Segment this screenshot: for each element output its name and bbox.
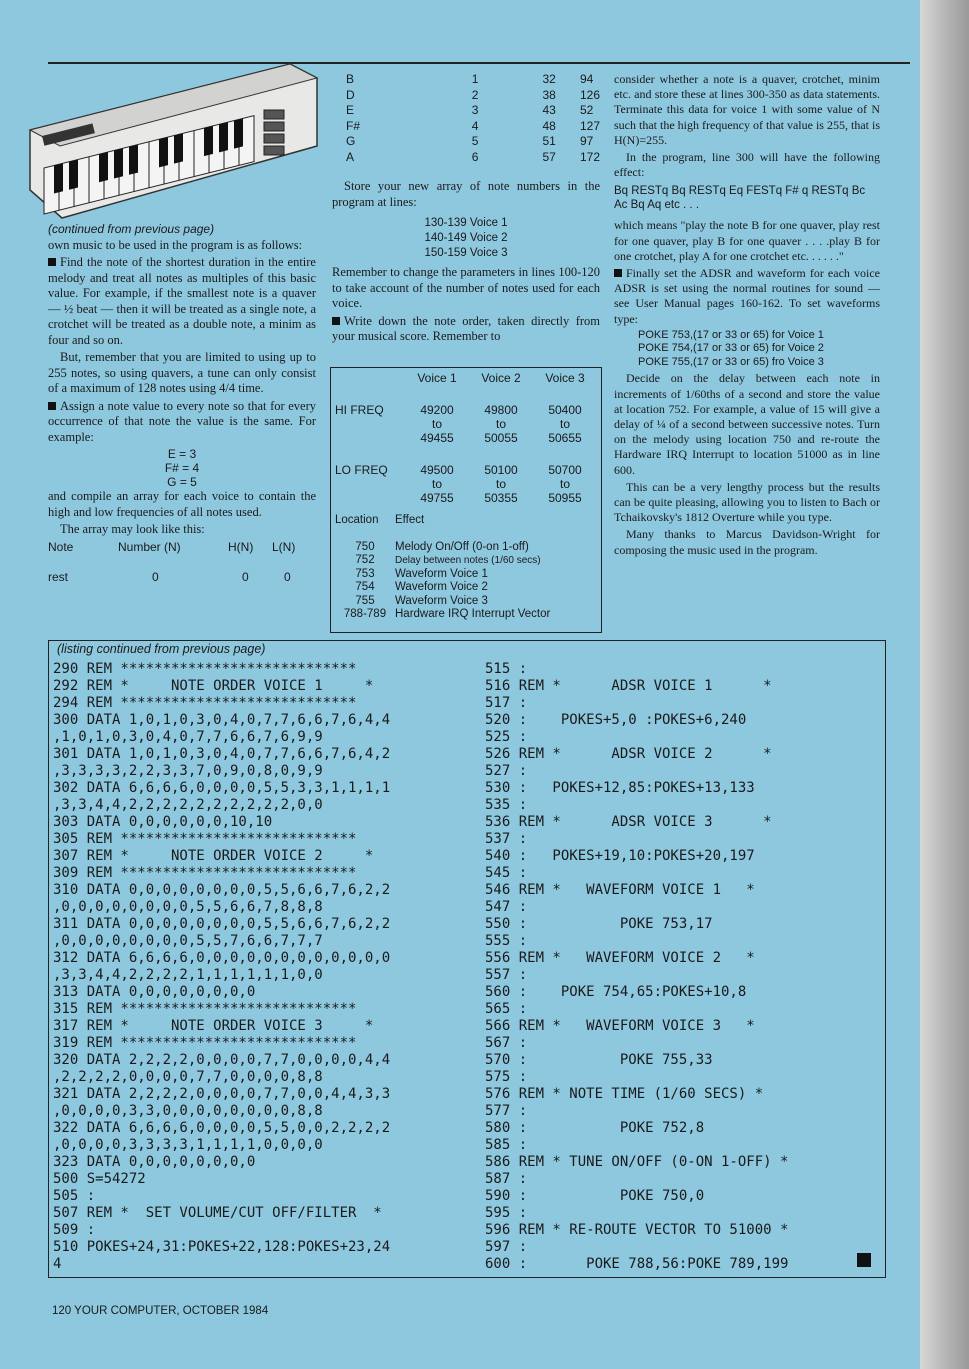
table-cell: 50655 (548, 431, 582, 445)
table-cell: 50700 (548, 463, 582, 477)
paragraph: This can be a very lengthy process but the results can be quite pleasing, allowing you to listen to Bach or Tchaikovsky's 1812 Overture while you type. (614, 479, 880, 525)
table-cell: 48 (542, 118, 556, 133)
paragraph: Find the note of the shortest duration in the entire melody and treat all notes as multiples of this basic value. For example, if the smallest note is a quaver — ½ beat — then it will be treated as a single note, a crotchet will be treated as a double note, a minim as four and so on. (48, 255, 316, 347)
code-line: 320 DATA 2,2,2,2,0,0,0,0,7,7,0,0,0,0,4,4 (53, 1052, 391, 1068)
table-cell: to (495, 477, 506, 491)
code-line: 557 : (485, 967, 528, 983)
code-line: 510 POKES+24,31:POKES+22,128:POKES+23,24 (53, 1239, 391, 1255)
table-cell: Hardware IRQ Interrupt Vector (395, 608, 551, 621)
table-cell: 0 (284, 569, 291, 584)
example-value: G = 5 (167, 475, 197, 489)
table-row (335, 403, 597, 417)
code-line: 596 REM * RE-ROUTE VECTOR TO 51000 * (485, 1222, 789, 1238)
table-cell: 6 (471, 149, 479, 164)
code-line: 303 DATA 0,0,0,0,0,0,10,10 (53, 814, 273, 830)
listing-right-column (485, 661, 788, 1273)
voice-line: 140-149 Voice 2 (424, 232, 508, 244)
code-line: 507 REM * SET VOLUME/CUT OFF/FILTER * (53, 1205, 382, 1221)
table-row (332, 150, 600, 166)
table-cell: to (495, 417, 506, 431)
code-line: 311 DATA 0,0,0,0,0,0,0,0,5,5,6,6,7,6,2,2 (53, 916, 391, 932)
table-row (335, 608, 597, 622)
table-row (335, 431, 597, 445)
table-header: Location (335, 513, 379, 526)
bullet-icon (48, 258, 56, 266)
poke-line: POKE 753,(17 or 33 or 65) for Voice 1 (638, 328, 824, 341)
note-array-table (48, 540, 316, 586)
table-cell: Melody On/Off (0-on 1-off) (395, 540, 529, 553)
table-row (332, 119, 600, 135)
table-cell: 49800 (484, 403, 518, 417)
frequency-table (335, 371, 597, 505)
code-line: 305 REM **************************** (53, 831, 357, 847)
bullet-icon (614, 269, 622, 277)
note-array-continued (332, 72, 600, 165)
program-listing (48, 640, 886, 1278)
code-line: 300 DATA 1,0,1,0,3,0,4,0,7,7,6,6,7,6,4,4 (53, 712, 391, 728)
code-line: 525 : (485, 729, 528, 745)
lo-freq-label: LO FREQ (335, 463, 388, 477)
left-column (48, 222, 316, 585)
table-row (335, 491, 597, 505)
table-cell: 750 (355, 540, 375, 553)
table-row (332, 88, 600, 104)
table-cell: F# (346, 118, 361, 133)
table-row (335, 554, 597, 568)
bullet-icon (332, 317, 340, 325)
table-cell: 97 (579, 134, 594, 148)
hi-freq-label: HI FREQ (335, 403, 384, 417)
table-cell: 38 (542, 87, 556, 102)
code-line: ,3,3,4,4,2,2,2,2,1,1,1,1,1,1,0,0 (53, 967, 323, 983)
table-cell: 50100 (484, 463, 518, 477)
code-line: 292 REM * NOTE ORDER VOICE 1 * (53, 678, 374, 694)
code-line: 547 : (485, 899, 528, 915)
table-header: Note (48, 539, 74, 554)
code-line: 527 : (485, 763, 528, 779)
table-cell: 52 (579, 103, 594, 117)
code-line: 560 : POKE 754,65:POKES+10,8 (485, 984, 747, 1000)
table-cell: 172 (579, 149, 600, 164)
register-table-box (330, 367, 602, 633)
code-line: 321 DATA 2,2,2,2,0,0,0,0,7,7,0,0,4,4,3,3 (53, 1086, 391, 1102)
table-cell: G (346, 134, 356, 148)
middle-column (332, 72, 600, 347)
code-line: ,2,2,2,2,0,0,0,0,7,7,0,0,0,0,8,8 (53, 1069, 323, 1085)
code-line: 535 : (485, 797, 528, 813)
code-line: 586 REM * TUNE ON/OFF (0-ON 1-OFF) * (485, 1154, 789, 1170)
code-line: 550 : POKE 753,17 (485, 916, 713, 932)
code-line: 556 REM * WAVEFORM VOICE 2 * (485, 950, 755, 966)
code-line: 540 : POKES+19,10:POKES+20,197 (485, 848, 755, 864)
code-line: 516 REM * ADSR VOICE 1 * (485, 678, 772, 694)
code-line: ,3,3,4,4,2,2,2,2,2,2,2,2,2,2,0,0 (53, 797, 323, 813)
table-row (332, 134, 600, 150)
table-cell: to (431, 477, 442, 491)
code-line: 537 : (485, 831, 528, 847)
table-cell: to (431, 417, 442, 431)
table-row (335, 567, 597, 581)
code-line: 597 : (485, 1239, 528, 1255)
code-line: ,0,0,0,0,0,0,0,0,5,5,7,6,6,7,7,7 (53, 933, 323, 949)
table-cell: 126 (579, 87, 600, 102)
code-line: 520 : POKES+5,0 :POKES+6,240 (485, 712, 747, 728)
table-cell: 50355 (484, 491, 518, 505)
table-cell: rest (48, 569, 69, 584)
poke-line: POKE 754,(17 or 33 or 65) for Voice 2 (638, 342, 824, 355)
table-cell: 50055 (484, 431, 518, 445)
right-column (614, 72, 880, 560)
code-line: 515 : (485, 661, 528, 677)
paragraph: Assign a note value to every note so that for every occurrence of that note the value is the same. For example: (48, 398, 316, 444)
table-cell: 752 (355, 554, 375, 567)
table-cell: 49755 (420, 491, 454, 505)
continued-label: (continued from previous page) (48, 222, 215, 236)
table-cell: 50955 (548, 491, 582, 505)
paragraph: Write down the note order, taken directly from your musical score. Remember to (332, 313, 600, 343)
table-header-row (335, 513, 597, 527)
code-line: 526 REM * ADSR VOICE 2 * (485, 746, 772, 762)
table-header: H(N) (228, 539, 254, 554)
paragraph: Finally set the ADSR and waveform for each voice ADSR is set using the normal routines for sound — see User Manual pages 160-162. To set waveforms type: (614, 266, 880, 326)
table-header: Number (N) (118, 539, 181, 554)
bullet-icon (48, 402, 56, 410)
code-line: 555 : (485, 933, 528, 949)
code-line: 565 : (485, 1001, 528, 1017)
table-cell: to (559, 417, 570, 431)
voice-line: 150-159 Voice 3 (424, 247, 508, 259)
table-row (48, 555, 316, 585)
table-cell: 49200 (420, 403, 454, 417)
voice-line: 130-139 Voice 1 (424, 217, 508, 229)
table-header-row (335, 371, 597, 385)
table-cell: A (346, 149, 355, 164)
table-cell: 127 (579, 118, 600, 133)
table-row (335, 581, 597, 595)
code-line: ,3,3,3,3,2,2,3,3,7,0,9,0,8,0,9,9 (53, 763, 323, 779)
location-table (335, 513, 597, 621)
code-line: 546 REM * WAVEFORM VOICE 1 * (485, 882, 755, 898)
code-line: 566 REM * WAVEFORM VOICE 3 * (485, 1018, 755, 1034)
table-row (335, 417, 597, 431)
code-line: ,1,0,1,0,3,0,4,0,7,7,6,6,7,6,9,9 (53, 729, 323, 745)
table-cell: D (346, 87, 355, 102)
table-header: L(N) (272, 539, 296, 554)
code-line: 536 REM * ADSR VOICE 3 * (485, 814, 772, 830)
code-line: 313 DATA 0,0,0,0,0,0,0,0 (53, 984, 256, 1000)
code-line: 545 : (485, 865, 528, 881)
table-cell: 755 (355, 594, 375, 607)
code-line: 307 REM * NOTE ORDER VOICE 2 * (53, 848, 374, 864)
code-line: ,0,0,0,0,3,3,0,0,0,0,0,0,0,0,8,8 (53, 1103, 323, 1119)
code-line: 317 REM * NOTE ORDER VOICE 3 * (53, 1018, 374, 1034)
page-footer: 120 YOUR COMPUTER, OCTOBER 1984 (52, 1305, 269, 1317)
paragraph: Many thanks to Marcus Davidson-Wright for composing the music used in the program. (614, 527, 880, 557)
code-line: 575 : (485, 1069, 528, 1085)
table-cell: 754 (355, 581, 375, 594)
code-line: 310 DATA 0,0,0,0,0,0,0,0,5,5,6,6,7,6,2,2 (53, 882, 391, 898)
code-line: 567 : (485, 1035, 528, 1051)
code-line: ,0,0,0,0,3,3,3,3,1,1,1,1,0,0,0,0 (53, 1137, 323, 1153)
paragraph: consider whether a note is a quaver, crotchet, minim etc. and store these at lines 300-350 as data statements. Terminate this data for voice 1 with some value of N such that the high frequency of that value is 255, that is H(N)=255. (614, 72, 880, 147)
table-cell: 3 (471, 103, 479, 117)
table-row (335, 540, 597, 554)
keyboard-illustration (22, 50, 322, 220)
table-cell: E (346, 103, 355, 117)
poke-line: POKE 755,(17 or 33 or 65) fro Voice 3 (638, 355, 824, 368)
code-line: 505 : (53, 1188, 96, 1204)
paragraph: But, remember that you are limited to using up to 255 notes, so using quavers, a tune can only consist of a maximum of 128 notes using 4/4 time. (48, 350, 316, 395)
table-cell: 753 (355, 567, 375, 580)
table-cell: Waveform Voice 3 (395, 594, 488, 607)
table-row (335, 594, 597, 608)
code-line: 312 DATA 6,6,6,6,0,0,0,0,0,0,0,0,0,0,0,0 (53, 950, 391, 966)
table-cell: 51 (542, 134, 556, 148)
table-cell: 0 (152, 569, 159, 584)
paragraph: and compile an array for each voice to contain the high and low frequencies of all notes used. (48, 489, 316, 519)
table-cell: Delay between notes (1/60 secs) (395, 554, 541, 566)
table-cell: Waveform Voice 2 (395, 581, 488, 594)
table-row (335, 463, 597, 477)
table-cell: 94 (579, 72, 594, 86)
table-row (332, 103, 600, 119)
paragraph: own music to be used in the program is as follows: (48, 237, 303, 252)
table-cell: 43 (542, 103, 556, 117)
table-cell: 1 (471, 72, 479, 86)
code-line: 319 REM **************************** (53, 1035, 357, 1051)
table-cell: 50400 (548, 403, 582, 417)
code-line: 4 (53, 1256, 62, 1272)
paragraph: In the program, line 300 will have the following effect: (614, 150, 880, 180)
table-cell: 5 (471, 134, 479, 148)
table-cell: Waveform Voice 1 (395, 567, 488, 580)
poke-lines (614, 329, 880, 370)
table-cell: 2 (471, 87, 479, 102)
listing-left-column (53, 661, 390, 1273)
code-line: 576 REM * NOTE TIME (1/60 SECS) * (485, 1086, 764, 1102)
paragraph: Remember to change the parameters in lines 100-120 to take account of the number of notes used for each voice. (332, 265, 600, 310)
paragraph: Store your new array of note numbers in the program at lines: (332, 179, 600, 209)
listing-caption: (listing continued from previous page) (57, 642, 266, 656)
code-line: 570 : POKE 755,33 (485, 1052, 713, 1068)
table-cell: 788-789 (343, 608, 387, 621)
table-cell: 49455 (420, 431, 454, 445)
code-line: 595 : (485, 1205, 528, 1221)
code-line: 294 REM **************************** (53, 695, 357, 711)
table-header-row (48, 540, 316, 556)
table-row (332, 72, 600, 88)
code-line: 315 REM **************************** (53, 1001, 357, 1017)
code-line: ,0,0,0,0,0,0,0,0,5,5,6,6,7,8,8,8 (53, 899, 323, 915)
example-value: F# = 4 (164, 461, 200, 475)
effect-code: Bq RESTq Bq RESTq Eq FESTq F# q RESTq Bc Ac Bq Aq etc . . . (614, 185, 866, 212)
paragraph: Decide on the delay between each note in increments of 1/60ths of a second and store the value at location 752. For example, a value of 15 will give a delay of ¼ of a second between successive notes. Turn on the melody using location 750 and re-route the Hardware IRQ Interrupt to location 51000 as in line 600. (614, 371, 880, 477)
code-line: 500 S=54272 (53, 1171, 146, 1187)
example-value: E = 3 (167, 447, 197, 461)
code-line: 309 REM **************************** (53, 865, 357, 881)
table-cell: 57 (542, 149, 556, 164)
code-line: 322 DATA 6,6,6,6,0,0,0,0,5,5,0,0,2,2,2,2 (53, 1120, 391, 1136)
paragraph: The array may look like this: (60, 522, 205, 536)
code-line: 302 DATA 6,6,6,6,0,0,0,0,5,5,3,3,1,1,1,1 (53, 780, 391, 796)
table-header: Voice 2 (481, 371, 521, 385)
code-line: 301 DATA 1,0,1,0,3,0,4,0,7,7,6,6,7,6,4,2 (53, 746, 391, 762)
code-line: 585 : (485, 1137, 528, 1153)
code-line: 509 : (53, 1222, 96, 1238)
adjacent-photo-edge (920, 0, 969, 1369)
table-header: Voice 1 (417, 371, 457, 385)
table-header: Voice 3 (545, 371, 585, 385)
code-line: 517 : (485, 695, 528, 711)
code-line: 290 REM **************************** (53, 661, 357, 677)
table-cell: 49500 (420, 463, 454, 477)
table-cell: 0 (242, 569, 249, 584)
table-cell: 4 (471, 118, 479, 133)
code-line: 587 : (485, 1171, 528, 1187)
code-line: 530 : POKES+12,85:POKES+13,133 (485, 780, 755, 796)
table-cell: 32 (542, 72, 556, 86)
table-cell: to (559, 477, 570, 491)
code-line: 590 : POKE 750,0 (485, 1188, 705, 1204)
table-header: Effect (395, 513, 425, 526)
table-row (335, 477, 597, 491)
code-line: 580 : POKE 752,8 (485, 1120, 705, 1136)
end-square-icon (857, 1253, 871, 1267)
code-line: 577 : (485, 1103, 528, 1119)
paragraph: which means "play the note B for one quaver, play rest for one quaver, play B for one quaver . . . .play B for one crotchet, play A for one crotchet etc. . . . . ." (614, 218, 880, 263)
voice-lines (332, 216, 600, 261)
example-values (48, 447, 316, 489)
code-line: 600 : POKE 788,56:POKE 789,199 (485, 1256, 789, 1272)
code-line: 323 DATA 0,0,0,0,0,0,0,0 (53, 1154, 256, 1170)
table-cell: B (346, 72, 355, 86)
